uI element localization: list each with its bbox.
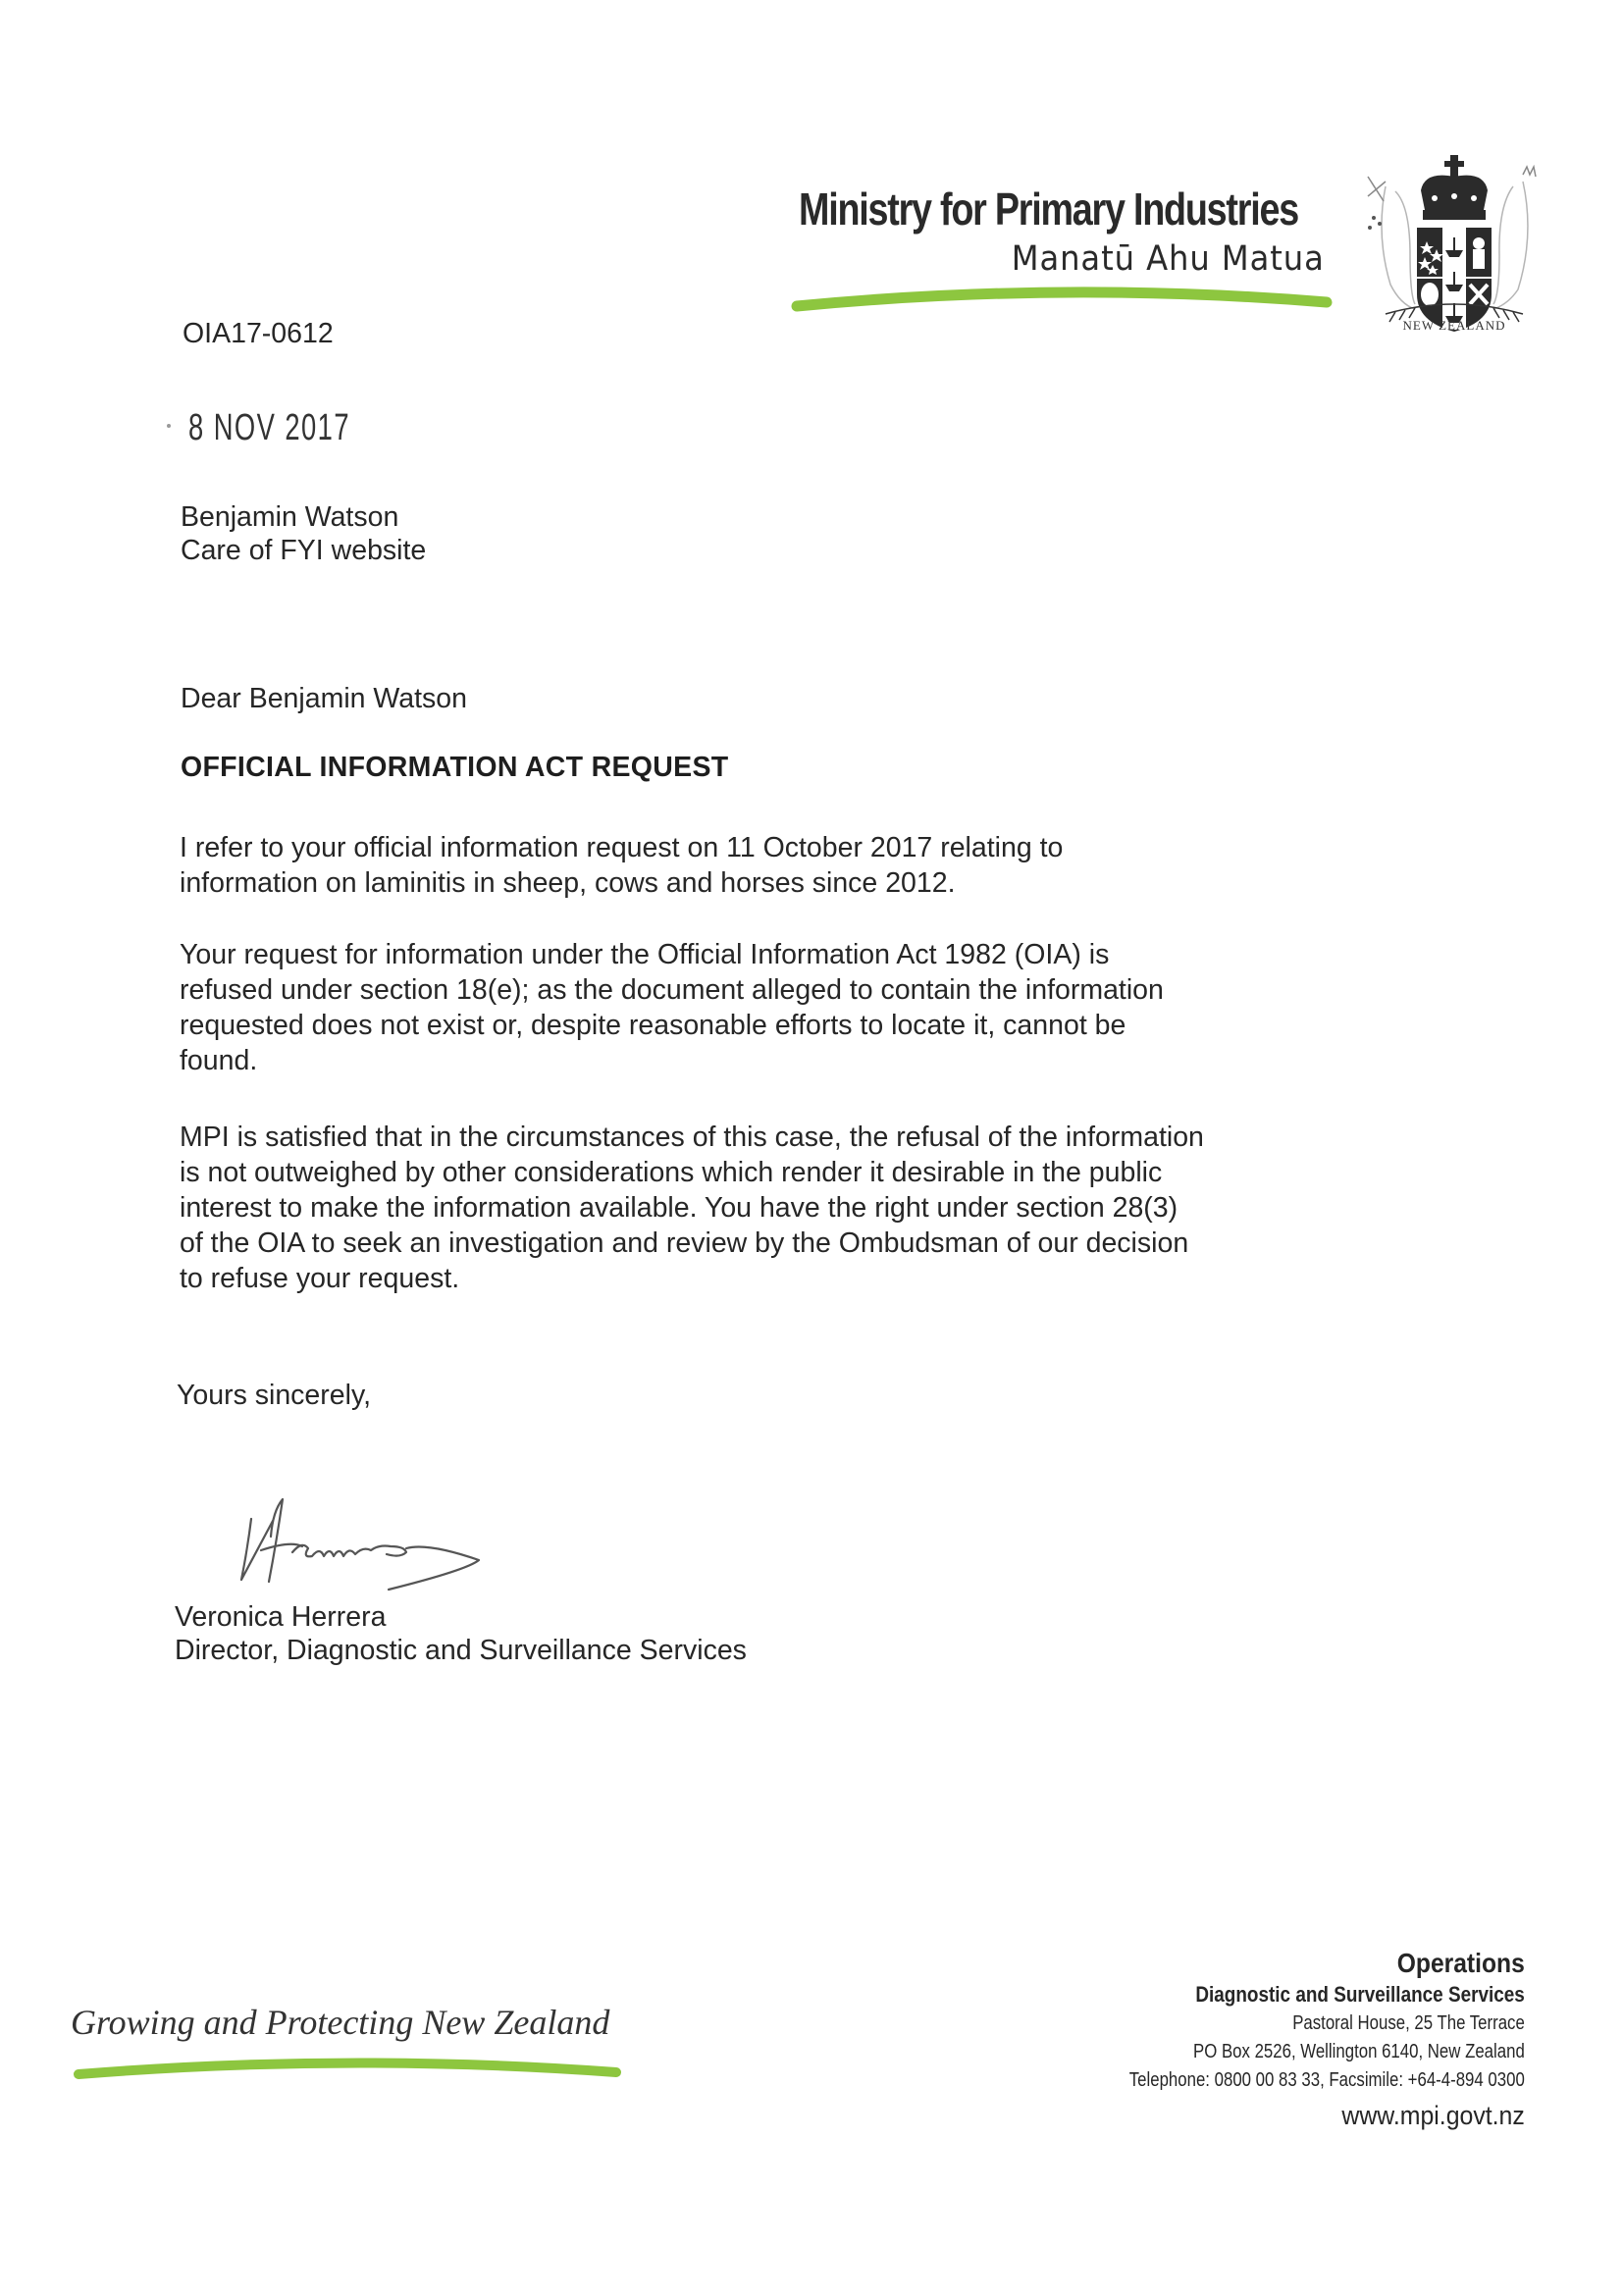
footer-unit: Diagnostic and Surveillance Services	[1195, 1982, 1525, 2007]
subject-heading: OFFICIAL INFORMATION ACT REQUEST	[181, 752, 729, 783]
paragraph-line: to refuse your request.	[180, 1263, 460, 1294]
paragraph-line: interest to make the information available. You have the right under section 28(3)	[180, 1192, 1178, 1224]
footer-department: Operations	[1396, 1948, 1525, 1978]
stamp-mark	[167, 424, 171, 428]
paragraph-public-interest	[180, 1120, 1204, 1296]
paragraph-line: information on laminitis in sheep, cows and horses since 2012.	[180, 867, 956, 899]
date-stamp: 8 NOV 2017	[188, 407, 350, 448]
paragraph-line: Your request for information under the Official Information Act 1982 (OIA) is	[180, 939, 1110, 970]
footer-green-swoosh	[73, 2051, 622, 2084]
footer-address-line-1: Pastoral House, 25 The Terrace	[1292, 2012, 1525, 2034]
paragraph-line: refused under section 18(e); as the document alleged to contain the information	[180, 974, 1164, 1006]
coat-of-arms-icon	[1356, 147, 1552, 343]
footer-website-link[interactable]: www.mpi.govt.nz	[1341, 2101, 1525, 2130]
header-green-swoosh	[791, 281, 1333, 320]
closing: Yours sincerely,	[177, 1380, 372, 1411]
organisation-name-maori: Manatū Ahu Matua	[1011, 239, 1325, 279]
footer-contact-line: Telephone: 0800 00 83 33, Facsimile: +64-4-894 0300	[1128, 2069, 1525, 2091]
salutation: Dear Benjamin Watson	[181, 683, 467, 714]
organisation-name: Ministry for Primary Industries	[799, 183, 1298, 235]
signature	[232, 1491, 506, 1599]
paragraph-request-reference	[180, 830, 1063, 901]
recipient-address: Care of FYI website	[181, 535, 427, 566]
paragraph-line: found.	[180, 1045, 258, 1076]
signatory-title: Director, Diagnostic and Surveillance Services	[175, 1635, 747, 1666]
reference-number: OIA17-0612	[183, 318, 334, 349]
recipient-name: Benjamin Watson	[181, 501, 399, 533]
paragraph-line: of the OIA to seek an investigation and review by the Ombudsman of our decision	[180, 1227, 1189, 1259]
paragraph-line: I refer to your official information request on 11 October 2017 relating to	[180, 832, 1064, 863]
paragraph-line: is not outweighed by other considerations which render it desirable in the public	[180, 1157, 1163, 1188]
coat-of-arms-banner: NEW ZEALAND	[1402, 318, 1506, 333]
signatory-name: Veronica Herrera	[175, 1601, 387, 1633]
paragraph-line: requested does not exist or, despite reasonable efforts to locate it, cannot be	[180, 1010, 1126, 1041]
footer-address-line-2: PO Box 2526, Wellington 6140, New Zealand	[1193, 2041, 1525, 2062]
paragraph-refusal	[180, 937, 1164, 1078]
paragraph-line: MPI is satisfied that in the circumstances of this case, the refusal of the information	[180, 1122, 1204, 1153]
footer-tagline: Growing and Protecting New Zealand	[71, 2003, 610, 2042]
footer-contact-block	[1054, 1947, 1525, 2134]
